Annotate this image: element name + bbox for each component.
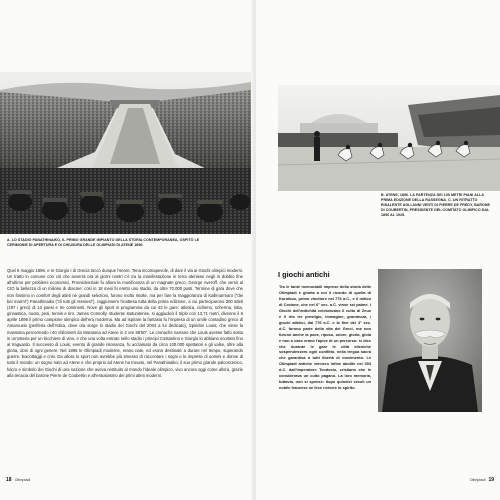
left-body-text: Quel 6 maggio 1896, e re Giorgio I di Grecia toccò dunque l'onore. Tena incomapevole, di dare il via ai Giochi olimpici moderni. Un tratto in comune con ciò che avverrà ora al giorni nostri c'è tra la manifestazione in terra ateniese negli in dubbio fine all'ultimo per problemi economici. Provvidenziale fu allora la munificenza di un magnate greco, George Averoff, che versò al CIO la bellezza di un milione di dracme: così in 18 mesi fu eretto uno stadio, da oltre 70.000 posti. Termine di gara dove che non fossimo in comfort degli atleti né grandi selezioni, furono molto risolte, ma per fare la maggioranza di Kallimarmaro ("dei bei marmi") Panathinaiko ("di tutti gli Ateniesi"), raggiunsero l'inattesa tutta della prima edizione, a cui parteciparono 300 atleti (197 i greci) di 13 paesi e tre continenti. Nove gli sport in programma da cui 43 le gare: atletica, ciclismo, scherma, lotta, ginnastica, nuoto, pesi, tennis e tiro. James Connolly, studente statunitense, si aggiudicò il triplo con 13,71 metri, divenne il 6 aprile 1896 il primo campione olimpico dell'era moderna. Ma ad ispirare la fantasia fu l'impresa di un umile contadino greco di Amarousio (periferia dell'Attica, dove ora sorge lo stadio dei Giochi del 2004 a lui dedicato), Spiridon Louis, che vinse la maratona percorrendo i 40 chilometri da Maratona ad Atene in 2 ore 58'50". Le cronache narrano che Louis avesse fatto sosta in un'osteria per un bicchiere di vino, e che una volta entrato nello stadio i principi Costantino e Giorgio lo abbiano scortato fino al traguardo. Il successo di Louis, evento di grande risonanza, fu acclamato da circa 100.000 spettatori e gli valse, oltre alla gloria, doni di ogni genere. Nel 1896 le Olimpiadi moderne, erano nate, ed erano destinate a durare nel tempo, superando guerre, boicottaggi e crisi. Da allora lo sport non avrebbe più smesso di raccontare i sogni e le imprese di uomini e donne di tutto il mondo: un sogno nato ad Atene e che proprio ad Atene ha trovato, nel Panathinaiko, il suo primo grande palcoscenico, fulcro e simbolo dei Giochi di una nazione che aveva restituito al mondo l'ideale olimpico, vivo ancora oggi come allora, grazie alla tenacia del barone Pierre de Coubertin e all'entusiasmo dei primi atleti moderni. (7, 268, 243, 378)
right-page-number: 19 (488, 477, 494, 483)
stadium-photo (0, 72, 251, 234)
left-folio (6, 477, 30, 483)
race-caption: B. ATENE, 1896. LA PARTENZA DEI 100 METRI PIANI ALLA PRIMA EDIZIONE DELLA RASSEGNA. C. UN RITRATTO RISALENTE AGLI ANNI VENTI DI PIERRE DE FREDY, BARONE DI COUBERTIN, PRESIDENTE DEL COMITATO OLIMPICO DAL 1896 AL 1925. (381, 193, 490, 217)
section-heading: I giochi antichi (278, 270, 330, 279)
right-folio (470, 477, 494, 483)
right-body-text: Tra le tante memorabili imprese della storia delle Olimpiadi è giunta a noi il ricordo di quella di Koroibos, primo vincitore nel 776 a.C., e il mitico di Crotone, che nel 6° sec. a.C. vinse sei palme. I Giochi dell'antichità celebravano il culto di Zeus e il rito tre prestigio, immagine, grandezza, i giochi atletici, dal 776 a.C. e la fine del 4° sec. d.C. furono parte della vita dei Greci, ma non furono anche la pace, riposo, onore, gloria, gioia e non a caso erano l'apice di un percorso: si dice che durante le gare le città elleniche sospendessero ogni conflitto, nella tregua sacra che garantiva a tutti libertà di movimento. Le Olimpiadi antiche vennero infine abolite nel 393 d.C. dall'imperatore Teodosio, cristiano che le considerava un culto pagano. La loro memoria, tuttavia, non si spense: dopo quindici secoli un nobile francese ne fece rivivere lo spirito. (279, 284, 371, 391)
race-start-photo (278, 85, 500, 191)
left-page-number: 18 (6, 477, 12, 483)
right-running-title: Olimpiadi (469, 478, 486, 482)
coubertin-portrait (378, 269, 482, 412)
right-page (256, 0, 500, 500)
left-running-title: Olimpiadi (14, 478, 31, 482)
stadium-caption: A. LO STADIO PANATHINAIKO, IL PRIMO GRANDE IMPIANTO DELLA STORIA CONTEMPORANEA, OSPITÒ LE CERIMONIE DI APERTURA E DI CHIUSURA DELLE OLIMPIADI DI ATENE 1896. (7, 238, 200, 247)
